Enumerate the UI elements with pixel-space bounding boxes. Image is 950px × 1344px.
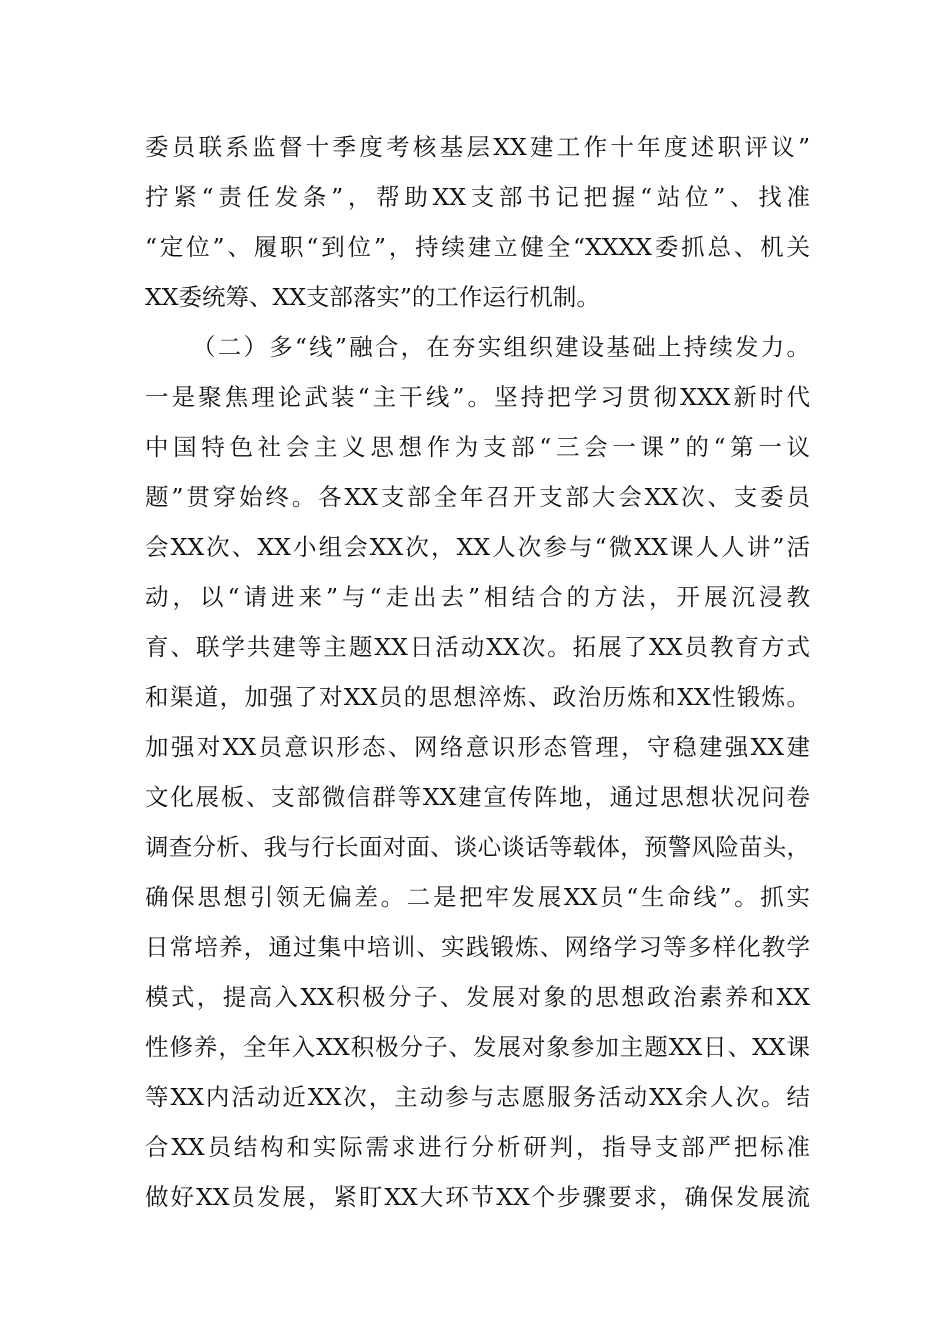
text-line: 加强对XX员意识形态、网络意识形态管理，守稳建强XX建 <box>145 733 810 761</box>
text-line: 一是聚焦理论武装“主干线”。坚持把学习贯彻XXX新时代 <box>145 383 810 411</box>
text-line: 调查分析、我与行长面对面、谈心谈话等载体，预警风险苗头， <box>145 833 810 861</box>
text-line: “定位”、履职“到位”，持续建立健全“XXXX委抓总、机关 <box>145 233 810 261</box>
section-heading: （二）多“线”融合，在夯实组织建设基础上持续发力。 <box>192 333 810 361</box>
text-line: 文化展板、支部微信群等XX建宣传阵地，通过思想状况问卷 <box>145 783 810 811</box>
text-line: 动，以“请进来”与“走出去”相结合的方法，开展沉浸教 <box>145 583 810 611</box>
text-line: 会XX次、XX小组会XX次，XX人次参与“微XX课人人讲”活 <box>145 533 810 561</box>
text-line: 中国特色社会主义思想作为支部“三会一课”的“第一议 <box>145 433 810 461</box>
text-line: 性修养，全年入XX积极分子、发展对象参加主题XX日、XX课 <box>145 1033 810 1061</box>
text-line: 题”贯穿始终。各XX支部全年召开支部大会XX次、支委员 <box>145 483 810 511</box>
text-line: 育、联学共建等主题XX日活动XX次。拓展了XX员教育方式 <box>145 633 810 661</box>
text-line: XX委统筹、XX支部落实”的工作运行机制。 <box>145 283 600 311</box>
text-line: 等XX内活动近XX次，主动参与志愿服务活动XX余人次。结 <box>145 1083 810 1111</box>
text-line: 合XX员结构和实际需求进行分析研判，指导支部严把标准 <box>145 1133 810 1161</box>
text-line: 日常培养，通过集中培训、实践锻炼、网络学习等多样化教学 <box>145 933 810 961</box>
text-line: 做好XX员发展，紧盯XX大环节XX个步骤要求，确保发展流 <box>145 1183 810 1211</box>
text-line: 确保思想引领无偏差。二是把牢发展XX员“生命线”。抓实 <box>145 883 810 911</box>
text-line: 模式，提高入XX积极分子、发展对象的思想政治素养和XX <box>145 983 810 1011</box>
body-text <box>145 122 810 1222</box>
text-line: 拧紧“责任发条”，帮助XX支部书记把握“站位”、找准 <box>145 183 810 211</box>
text-line: 委员联系监督十季度考核基层XX建工作十年度述职评议” <box>145 133 810 161</box>
text-line: 和渠道，加强了对XX员的思想淬炼、政治历炼和XX性锻炼。 <box>145 683 810 711</box>
